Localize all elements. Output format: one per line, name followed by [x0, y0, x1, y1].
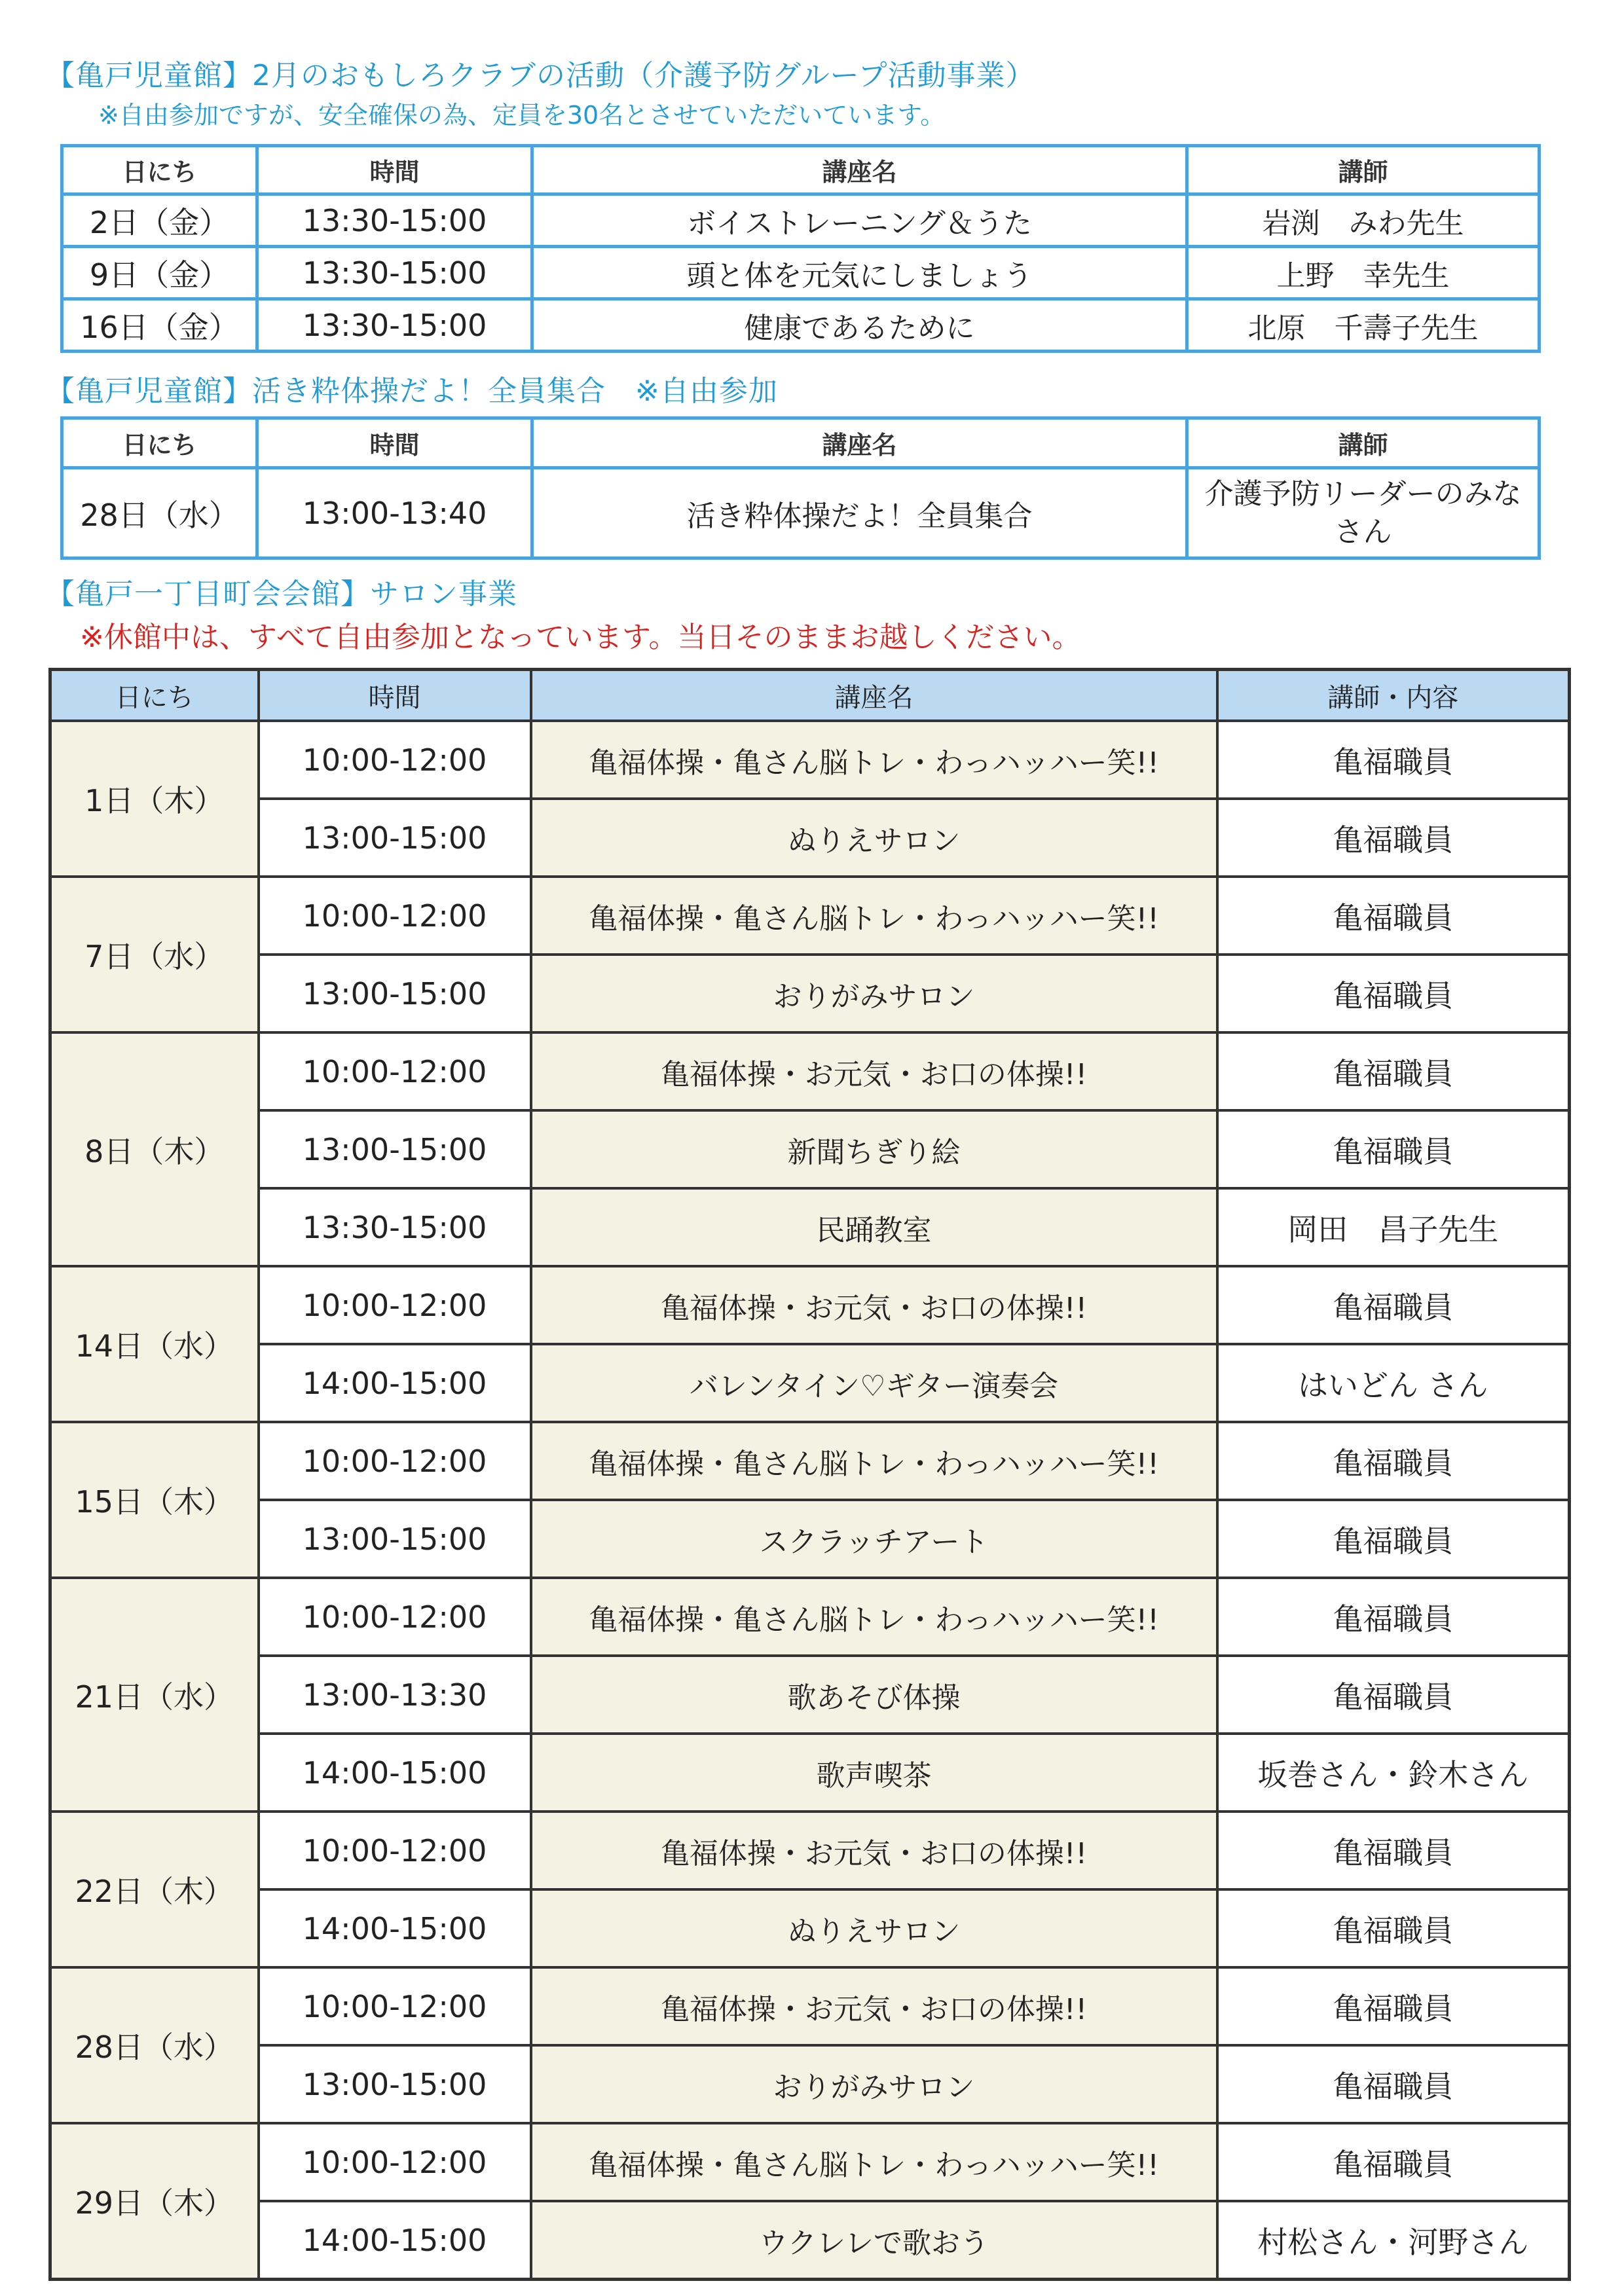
- course-cell: おりがみサロン: [531, 955, 1217, 1032]
- instructor-cell: 亀福職員: [1217, 1578, 1570, 1656]
- date-cell: 9日（金）: [62, 247, 257, 299]
- time-cell: 13:00-15:00: [259, 955, 531, 1032]
- table-row: [50, 1734, 1570, 1812]
- table-row: [50, 955, 1570, 1032]
- instructor-cell: 岩渕 みわ先生: [1187, 194, 1540, 247]
- time-cell: 10:00-12:00: [259, 1578, 531, 1656]
- time-cell: 13:30-15:00: [259, 1188, 531, 1266]
- time-cell: 14:00-15:00: [259, 1734, 531, 1812]
- instructor-cell: 上野 幸先生: [1187, 247, 1540, 299]
- table-row: [50, 1812, 1570, 1889]
- table-row: [50, 2123, 1570, 2201]
- header-date: 日にち: [50, 670, 259, 721]
- course-cell: 亀福体操・亀さん脳トレ・わっハッハー笑!!: [531, 2123, 1217, 2201]
- section2-heading: 【亀戸児童館】活き粋体操だよ！全員集合 ※自由参加: [46, 374, 778, 408]
- date-cell: 8日（木）: [50, 1032, 259, 1266]
- date-cell: 22日（木）: [50, 1812, 259, 1967]
- instructor-cell: 亀福職員: [1217, 799, 1570, 877]
- table-header-row: [50, 670, 1570, 721]
- course-cell: ボイストレーニング＆うた: [532, 194, 1187, 247]
- table-header-row: [62, 146, 1540, 194]
- table-row: [50, 1110, 1570, 1188]
- instructor-cell: 坂巻さん・鈴木さん: [1217, 1734, 1570, 1812]
- date-cell: 21日（水）: [50, 1578, 259, 1812]
- date-cell: 2日（金）: [62, 194, 257, 247]
- instructor-cell: 亀福職員: [1217, 1032, 1570, 1110]
- time-cell: 10:00-12:00: [259, 877, 531, 955]
- instructor-cell: 介護予防リーダーのみなさん: [1187, 468, 1540, 558]
- time-cell: 14:00-15:00: [259, 1344, 531, 1422]
- course-cell: 活き粋体操だよ！全員集合: [532, 468, 1187, 558]
- section1-note: ※自由参加ですが、安全確保の為、定員を30名とさせていただいています。: [98, 101, 946, 130]
- table-row: [50, 1656, 1570, 1734]
- instructor-cell: 亀福職員: [1217, 1422, 1570, 1500]
- time-cell: 13:00-13:40: [257, 468, 532, 558]
- time-cell: 13:30-15:00: [257, 247, 532, 299]
- date-cell: 7日（水）: [50, 877, 259, 1032]
- table-row: [50, 1578, 1570, 1656]
- header-time: 時間: [257, 418, 532, 468]
- date-cell: 1日（木）: [50, 721, 259, 877]
- course-cell: 頭と体を元気にしましょう: [532, 247, 1187, 299]
- time-cell: 13:00-15:00: [259, 1500, 531, 1578]
- header-time: 時間: [257, 146, 532, 194]
- course-cell: ウクレレで歌おう: [531, 2201, 1217, 2280]
- time-cell: 10:00-12:00: [259, 1812, 531, 1889]
- course-cell: 民踊教室: [531, 1188, 1217, 1266]
- time-cell: 14:00-15:00: [259, 1889, 531, 1967]
- instructor-cell: 亀福職員: [1217, 1656, 1570, 1734]
- section3-note: ※休館中は、すべて自由参加となっています。当日そのままお越しください。: [80, 621, 1081, 654]
- instructor-cell: 岡田 昌子先生: [1217, 1188, 1570, 1266]
- table-row: [50, 1422, 1570, 1500]
- table-row: [50, 1344, 1570, 1422]
- instructor-cell: 村松さん・河野さん: [1217, 2201, 1570, 2280]
- header-time: 時間: [259, 670, 531, 721]
- time-cell: 13:00-15:00: [259, 799, 531, 877]
- exercise-table: [60, 416, 1541, 560]
- time-cell: 10:00-12:00: [259, 1422, 531, 1500]
- table-row: [50, 877, 1570, 955]
- table-row: [50, 1500, 1570, 1578]
- course-cell: 歌あそび体操: [531, 1656, 1217, 1734]
- time-cell: 14:00-15:00: [259, 2201, 531, 2280]
- table-row: [50, 799, 1570, 877]
- instructor-cell: 亀福職員: [1217, 877, 1570, 955]
- header-instructor: 講師・内容: [1217, 670, 1570, 721]
- date-cell: 29日（木）: [50, 2123, 259, 2280]
- table-row: [50, 721, 1570, 799]
- time-cell: 10:00-12:00: [259, 1967, 531, 2045]
- course-cell: 亀福体操・お元気・お口の体操!!: [531, 1812, 1217, 1889]
- time-cell: 13:30-15:00: [257, 299, 532, 352]
- instructor-cell: 亀福職員: [1217, 2123, 1570, 2201]
- date-cell: 14日（水）: [50, 1266, 259, 1422]
- instructor-cell: 亀福職員: [1217, 1812, 1570, 1889]
- header-date: 日にち: [62, 418, 257, 468]
- table-header-row: [62, 418, 1540, 468]
- course-cell: 亀福体操・亀さん脳トレ・わっハッハー笑!!: [531, 721, 1217, 799]
- course-cell: 亀福体操・亀さん脳トレ・わっハッハー笑!!: [531, 877, 1217, 955]
- header-instructor: 講師: [1187, 146, 1540, 194]
- date-cell: 16日（金）: [62, 299, 257, 352]
- course-cell: 健康であるために: [532, 299, 1187, 352]
- instructor-cell: 亀福職員: [1217, 2045, 1570, 2123]
- table-row: [50, 1889, 1570, 1967]
- course-cell: 歌声喫茶: [531, 1734, 1217, 1812]
- section3-heading: 【亀戸一丁目町会会館】サロン事業: [46, 577, 517, 611]
- table-row: [62, 468, 1540, 558]
- time-cell: 13:00-13:30: [259, 1656, 531, 1734]
- course-cell: スクラッチアート: [531, 1500, 1217, 1578]
- time-cell: 10:00-12:00: [259, 1266, 531, 1344]
- course-cell: 亀福体操・亀さん脳トレ・わっハッハー笑!!: [531, 1422, 1217, 1500]
- instructor-cell: 亀福職員: [1217, 1889, 1570, 1967]
- instructor-cell: 亀福職員: [1217, 721, 1570, 799]
- table-row: [62, 299, 1540, 352]
- table-row: [50, 1032, 1570, 1110]
- table-row: [50, 2201, 1570, 2280]
- course-cell: 亀福体操・お元気・お口の体操!!: [531, 1032, 1217, 1110]
- table-row: [62, 194, 1540, 247]
- time-cell: 10:00-12:00: [259, 721, 531, 799]
- course-cell: バレンタイン♡ギター演奏会: [531, 1344, 1217, 1422]
- course-cell: 亀福体操・亀さん脳トレ・わっハッハー笑!!: [531, 1578, 1217, 1656]
- table-row: [50, 1188, 1570, 1266]
- date-cell: 28日（水）: [62, 468, 257, 558]
- course-cell: 亀福体操・お元気・お口の体操!!: [531, 1266, 1217, 1344]
- date-cell: 28日（水）: [50, 1967, 259, 2123]
- header-instructor: 講師: [1187, 418, 1540, 468]
- course-cell: おりがみサロン: [531, 2045, 1217, 2123]
- instructor-cell: 亀福職員: [1217, 1500, 1570, 1578]
- course-cell: ぬりえサロン: [531, 1889, 1217, 1967]
- time-cell: 10:00-12:00: [259, 2123, 531, 2201]
- instructor-cell: 亀福職員: [1217, 1110, 1570, 1188]
- table-row: [62, 247, 1540, 299]
- date-cell: 15日（木）: [50, 1422, 259, 1578]
- course-cell: 亀福体操・お元気・お口の体操!!: [531, 1967, 1217, 2045]
- instructor-cell: 亀福職員: [1217, 1967, 1570, 2045]
- instructor-cell: はいどん さん: [1217, 1344, 1570, 1422]
- time-cell: 13:00-15:00: [259, 1110, 531, 1188]
- table-row: [50, 2045, 1570, 2123]
- section1-heading: 【亀戸児童館】2月のおもしろクラブの活動（介護予防グループ活動事業）: [46, 59, 1035, 92]
- time-cell: 10:00-12:00: [259, 1032, 531, 1110]
- time-cell: 13:30-15:00: [257, 194, 532, 247]
- table-row: [50, 1967, 1570, 2045]
- club-activity-table: [60, 144, 1541, 353]
- instructor-cell: 北原 千壽子先生: [1187, 299, 1540, 352]
- instructor-cell: 亀福職員: [1217, 955, 1570, 1032]
- header-course: 講座名: [531, 670, 1217, 721]
- header-course: 講座名: [532, 418, 1187, 468]
- course-cell: ぬりえサロン: [531, 799, 1217, 877]
- course-cell: 新聞ちぎり絵: [531, 1110, 1217, 1188]
- instructor-cell: 亀福職員: [1217, 1266, 1570, 1344]
- header-course: 講座名: [532, 146, 1187, 194]
- header-date: 日にち: [62, 146, 257, 194]
- table-row: [50, 1266, 1570, 1344]
- time-cell: 13:00-15:00: [259, 2045, 531, 2123]
- salon-schedule-table: [48, 668, 1571, 2281]
